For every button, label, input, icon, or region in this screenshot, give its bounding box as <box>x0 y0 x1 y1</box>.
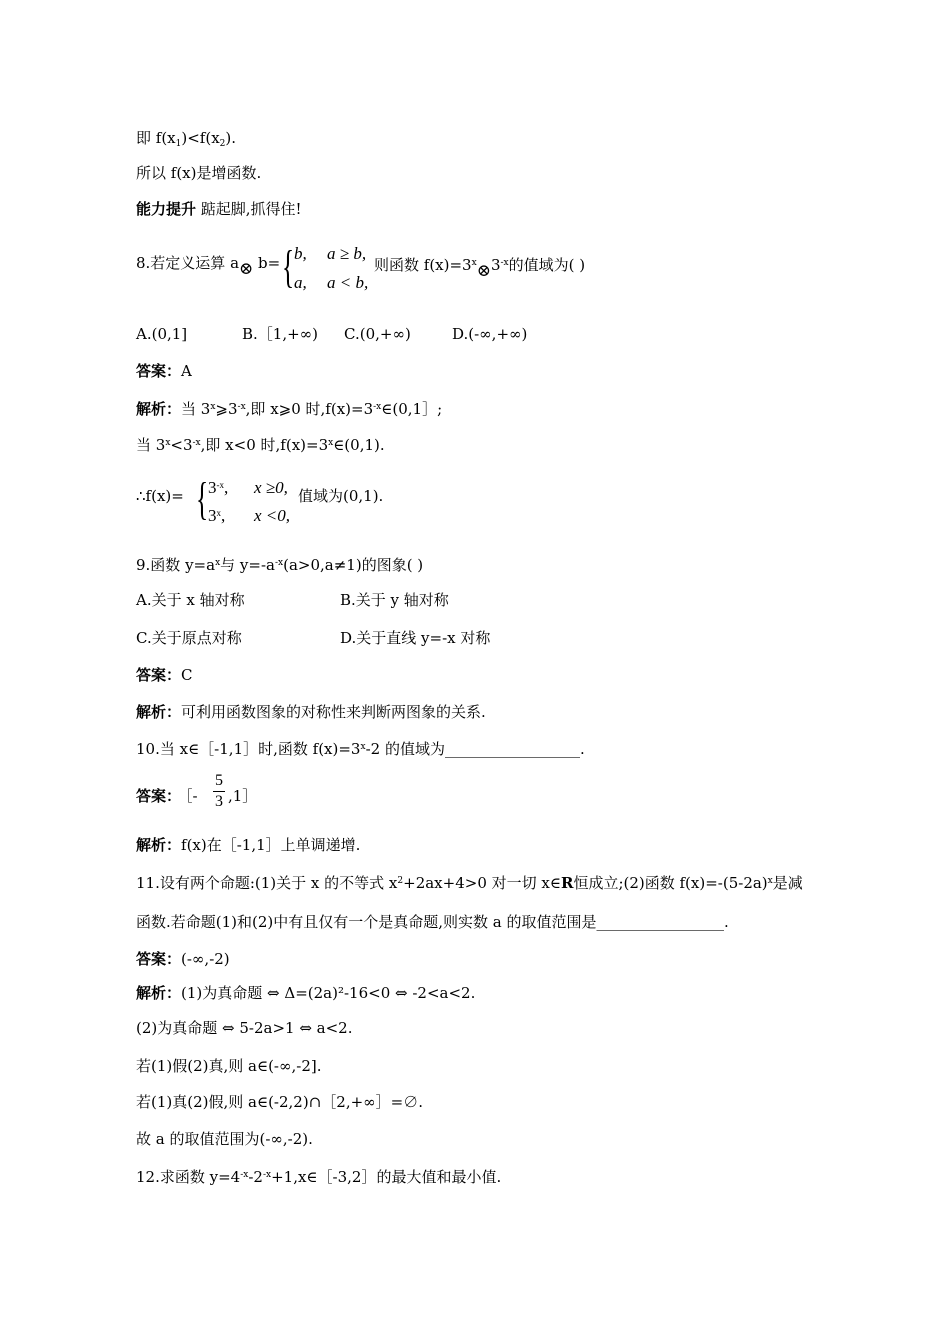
explanation-10: 解析：f(x)在［-1,1］上单调递增. <box>136 836 361 854</box>
explanation-11-line3: 若(1)假(2)真,则 a∈(-∞,-2]. <box>136 1057 322 1075</box>
question-12: 12.求函数 $y=4^{-x}-2^{-x}+1,x\in[-3,2]$的最大值和最小值. <box>136 1168 502 1186</box>
text-line: 所以 f(x)是增函数. <box>136 164 262 182</box>
explanation-11: 解析：(1)为真命题 ⇔ Δ=(2a)²-16<0 ⇔ -2<a<2. <box>136 984 476 1002</box>
explanation-11-line2: (2)为真命题 ⇔ 5-2a>1 ⇔ a<2. <box>136 1019 353 1037</box>
answer-8: 答案：A <box>136 362 192 380</box>
option-a: A.关于 x 轴对称 <box>136 591 245 609</box>
option-d: D.(-∞,+∞) <box>452 325 528 343</box>
question-11-line2: 函数.若命题(1)和(2)中有且仅有一个是真命题,则实数 a 的取值范围是_________________. <box>136 913 729 931</box>
question-10: 10.当 x∈［-1,1］时,函数 $f(x)=3^x-2$ 的值域为__________________. <box>136 740 585 758</box>
text-line: 即 $f(x_1)<f(x_2)$. <box>136 129 237 149</box>
left-brace: { <box>282 241 295 292</box>
left-brace: { <box>196 473 209 524</box>
option-d: D.关于直线 y=-x 对称 <box>340 629 491 647</box>
question-11: 11.设有两个命题:(1)关于 x 的不等式 $x^2+2ax+4>0$ 对一切 x∈R恒成立;(2)函数 $f(x)=-(5-2a)^x$是减 <box>136 874 803 892</box>
option-a: A.(0,1] <box>136 325 188 343</box>
explanation-9: 解析：可利用函数图象的对称性来判断两图象的关系. <box>136 703 486 721</box>
option-c: C.关于原点对称 <box>136 629 242 647</box>
explanation-11-line4: 若(1)真(2)假,则 a∈(-2,2)∩［2,+∞］=∅. <box>136 1093 423 1111</box>
option-c: C.(0,+∞) <box>344 325 411 343</box>
explanation-11-line5: 故 a 的取值范围为(-∞,-2). <box>136 1130 313 1148</box>
fraction: 5 3 <box>215 772 223 810</box>
question-9: 9.函数 $y=a^x$与 $y=-a^{-x}(a>0,a\ne 1)$的图象( ) <box>136 556 424 574</box>
explanation-8-line2: 当 $3^x<3^{-x}$,即 x<0 时$,f(x)=3^x\in(0,1)$. <box>136 436 385 454</box>
answer-9: 答案：C <box>136 666 193 684</box>
answer-11: 答案：(-∞,-2) <box>136 950 230 968</box>
explanation-8: 解析：当 $3^x⩾3^{-x}$,即 x⩾0 时$,f(x)=3^{-x}\in(0,1]$; <box>136 400 443 418</box>
option-b: B.关于 y 轴对称 <box>340 591 449 609</box>
section-heading: 能力提升 踮起脚,抓得住! <box>136 200 302 218</box>
option-b: B.［1,+∞) <box>242 325 319 343</box>
